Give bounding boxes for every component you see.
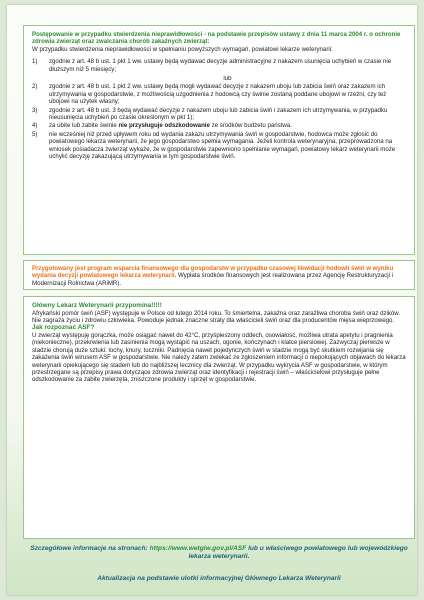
asf-website-link[interactable]: https://www.wetgiw.gov.pl/ASF bbox=[149, 545, 247, 552]
list-item-number: 3) bbox=[32, 106, 38, 114]
list-item-text-before: za ubite lub zabite świnie bbox=[49, 122, 119, 130]
no-compensation-emphasis: nie przysługuje odszkodowanie bbox=[118, 122, 210, 130]
list-item bbox=[32, 83, 406, 105]
consequences-heading: Postępowanie w przypadku stwierdzenia nieprawidłowości - na podstawie przepisów ustawy z dnia 11 marca 2004 r. o ochronie zdrowia zwierząt oraz zwalczania chorób zakaźnych zwierząt: bbox=[32, 31, 401, 46]
more-info-text bbox=[23, 545, 415, 561]
list-item bbox=[32, 122, 406, 129]
list-item-text: zgodnie z art. 48 b ust. 3 będą wydawać decyzje z nakazem uboju lub zabicia świń i zakazem ich utrzymywania, w przypadku nieusunięcia uchybień po czasie określonym w pkt 1); bbox=[49, 106, 388, 122]
financial-support-section bbox=[23, 260, 415, 290]
list-item-text: nie wcześniej niż przed upływem roku od wydania zakazu utrzymywania świń w gospodarstwie, hodowca może zgłosić do powiatowego lekarza weterynarii, że jego gospodarstwo spełnia wymagania. Jeżeli kontrola weterynaryjna, przeprowadzona na wniosek posiadacza zwierząt wykaże, że w gospodarstwie zapewniono spełnianie wymagań, powiatowy lekarz weterynarii może uchylić decyzję zakazującą utrzymywania w tym gospodarstwie świń. bbox=[49, 130, 396, 161]
list-item-text-after: ze środków budżetu państwa. bbox=[209, 122, 292, 130]
list-item-text: zgodnie z art. 48 b ust. 1 pkt 1 ww. ustawy będą wydawać decyzje administracyjne z nakazem usunięcia uchybień w czasie nie dłuższym niż 5 miesięcy; bbox=[49, 58, 392, 73]
list-item-number: 1) bbox=[32, 58, 38, 66]
asf-recognize-heading: Jak rozpoznać ASF? bbox=[32, 324, 95, 332]
financial-support-highlight: Przygotowany jest program wsparcia finansowego dla gospodarstw w przypadku czasowej likwidacji hodowli świń w wyniku wydania decyzji powiatowego lekarza weterynarii. bbox=[32, 265, 394, 280]
asf-reminder-section bbox=[23, 296, 415, 539]
list-item bbox=[32, 131, 406, 161]
list-item bbox=[32, 107, 406, 122]
list-item-number: 4) bbox=[32, 122, 38, 130]
list-item bbox=[32, 58, 406, 82]
more-info-before: Szczegółowe informacje na stronach: bbox=[30, 545, 150, 552]
list-item-number: 2) bbox=[32, 83, 38, 91]
more-info-after: lub u właściwego powiatowego lub wojewódzkiego lekarza weterynarii. bbox=[188, 545, 408, 561]
list-item-number: 5) bbox=[32, 130, 38, 138]
leaflet-page bbox=[7, 5, 417, 595]
asf-intro-paragraph: Afrykański pomór świń (ASF) występuje w Polsce od lutego 2014 roku. To śmiertelna, zakaźna oraz zaraźliwa choroba świń oraz dzików. Nie zagraża życiu i zdrowiu człowieka. Powoduje jednak znaczne straty dla właścicieli świń oraz dla producentów mięsa wieprzowego. bbox=[32, 309, 401, 324]
consequences-section bbox=[23, 25, 415, 255]
consequences-list bbox=[32, 58, 406, 160]
list-item-text: zgodnie z art. 48 b ust. 1 pkt 2 ww. ustawy będą mogli wydawać decyzje z nakazem uboju lub zabicia świń oraz zakazem ich utrzymywania w gospodarstwie, z możliwością uzgodnienia z hodowcą czy świnie zostaną poddane ubojowi w rzeźni, czy też ubojowi na użytek własny; bbox=[49, 83, 387, 106]
asf-reminder-heading: Główny Lekarz Weterynarii przypomina!!!!! bbox=[32, 302, 162, 309]
financial-support-text bbox=[32, 265, 406, 287]
asf-symptoms-paragraph: U zwierząt występuję gorączka, może osiągać nawet do 42°C, przyśpieszony oddech, osowiałość, możliwa utrata apetytu i pragnienia (niekonieczne), przekrwienia lub zasinienia mogą wystąpić na uszach, ogonie, kończynach i klatce piersiowej. Zazwyczaj pierwsze w stadzie chorują duże sztuki: lochy, knury, tuczniki. Padnięcia nawet pojedynczych świń w stadzie mogą być skutkiem rozwijania się zakażenia świń wirusem ASF w gospodarstwie. Nie należy zatem zwlekać ze zgłoszeniem informacji o niepokojących objawach do lekarza weterynarii opiekującego się stadem lub do najbliższej lecznicy dla zwierząt. W przypadku wykrycia ASF w gospodarstwie, w którym przestrzegane są przepisy prawa dotyczące zdrowia zwierząt oraz identyfikacji i rejestracji świń – właścicielowi przysługuje pełne odszkodowanie za zabite zwierzęta, zniszczone produkty i sprzęt w gospodarstwie. bbox=[32, 332, 406, 384]
lub-separator: lub bbox=[223, 75, 232, 83]
financial-support-plain: Wypłata środków finansowych jest realizowana przez Agencję Restrukturyzacji i Modernizacji Rolnictwa (ARiMR). bbox=[32, 272, 393, 287]
update-note: Aktualizacja na podstawie ulotki informacyjnej Głównego Lekarza Weterynarii bbox=[97, 575, 341, 582]
consequences-intro: W przypadku stwierdzenia nieprawidłowości w spełnianiu powyższych wymagań, powiatowi lekarze weterynarii: bbox=[32, 45, 333, 53]
